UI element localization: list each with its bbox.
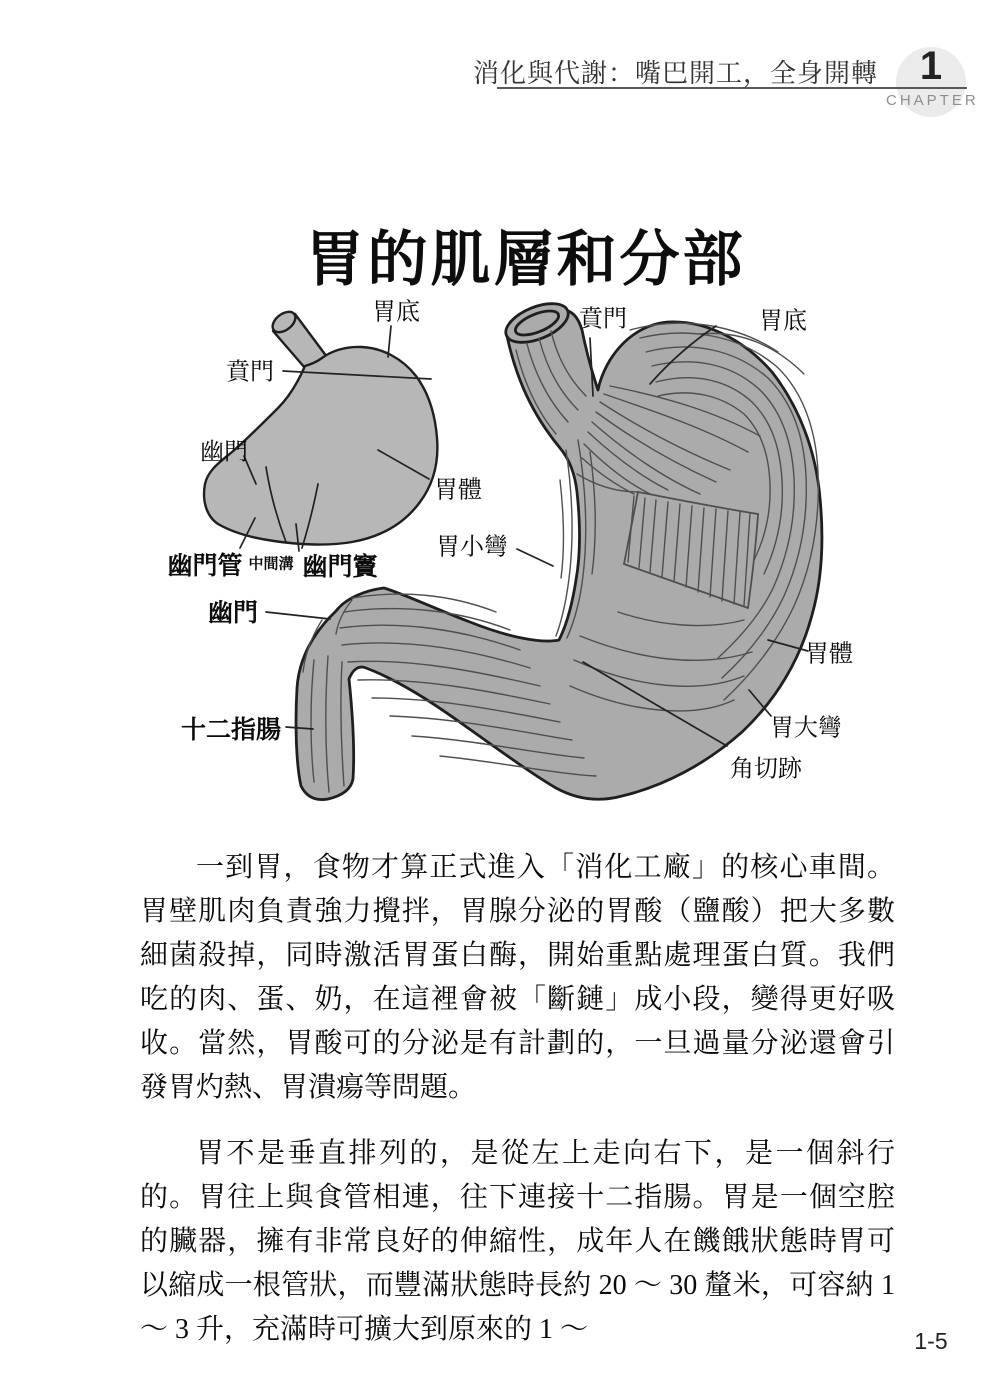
chapter-title: 消化與代謝：嘴巴開工，全身開轉 xyxy=(472,58,878,88)
label-pyloric-canal: 幽門管 xyxy=(167,552,243,580)
paragraph-1: 一到胃，食物才算正式進入「消化工廠」的核心車間。胃壁肌肉負責強力攪拌，胃腺分泌的胃酸（鹽酸）把大多數細菌殺掉，同時激活胃蛋白酶，開始重點處理蛋白質。我們吃的肉、蛋、奶，在這裡會被「斷鏈」成小段，變得更好吸收。當然，胃酸可的分泌是有計劃的，一旦過量分泌還會引發胃灼熱、胃潰瘍等問題。 xyxy=(140,852,895,1103)
label-greater-curvature: 胃大彎 xyxy=(770,714,842,742)
label-body-right: 胃體 xyxy=(805,640,853,668)
label-fundus-right: 胃底 xyxy=(759,307,807,335)
label-pylorus-right: 幽門 xyxy=(207,599,259,627)
label-intermediate-groove: 中間溝 xyxy=(248,555,294,573)
label-body-left: 胃體 xyxy=(434,476,482,504)
body-text xyxy=(140,846,895,1374)
page-title: 胃的肌層和分部 xyxy=(304,226,746,294)
paragraph-2: 胃不是垂直排列的，是從左上走向右下，是一個斜行的。胃往上與食管相連，往下連接十二指腸。胃是一個空腔的臟器，擁有非常良好的伸縮性，成年人在饑餓狀態時胃可以縮成一根管狀，而豐滿狀態時長約 20 ～ 30 釐米，可容納 1 ～ 3 升，充滿時可擴大到原來的 1 ～ xyxy=(140,1138,895,1345)
label-duodenum: 十二指腸 xyxy=(180,716,282,744)
page-number: 1-5 xyxy=(914,1328,948,1354)
chapter-number: 1 xyxy=(919,44,943,88)
label-fundus-left: 胃底 xyxy=(372,298,420,326)
label-cardia-right: 賁門 xyxy=(579,305,627,333)
label-pyloric-antrum: 幽門竇 xyxy=(302,553,378,581)
label-lesser-curvature: 胃小彎 xyxy=(436,533,508,561)
label-angular-incisure: 角切跡 xyxy=(730,755,802,783)
label-cardia-left: 賁門 xyxy=(226,358,274,386)
small-stomach-illustration xyxy=(204,308,437,545)
chapter-word: CHAPTER xyxy=(886,92,979,109)
label-pylorus-left: 幽門 xyxy=(200,438,248,466)
